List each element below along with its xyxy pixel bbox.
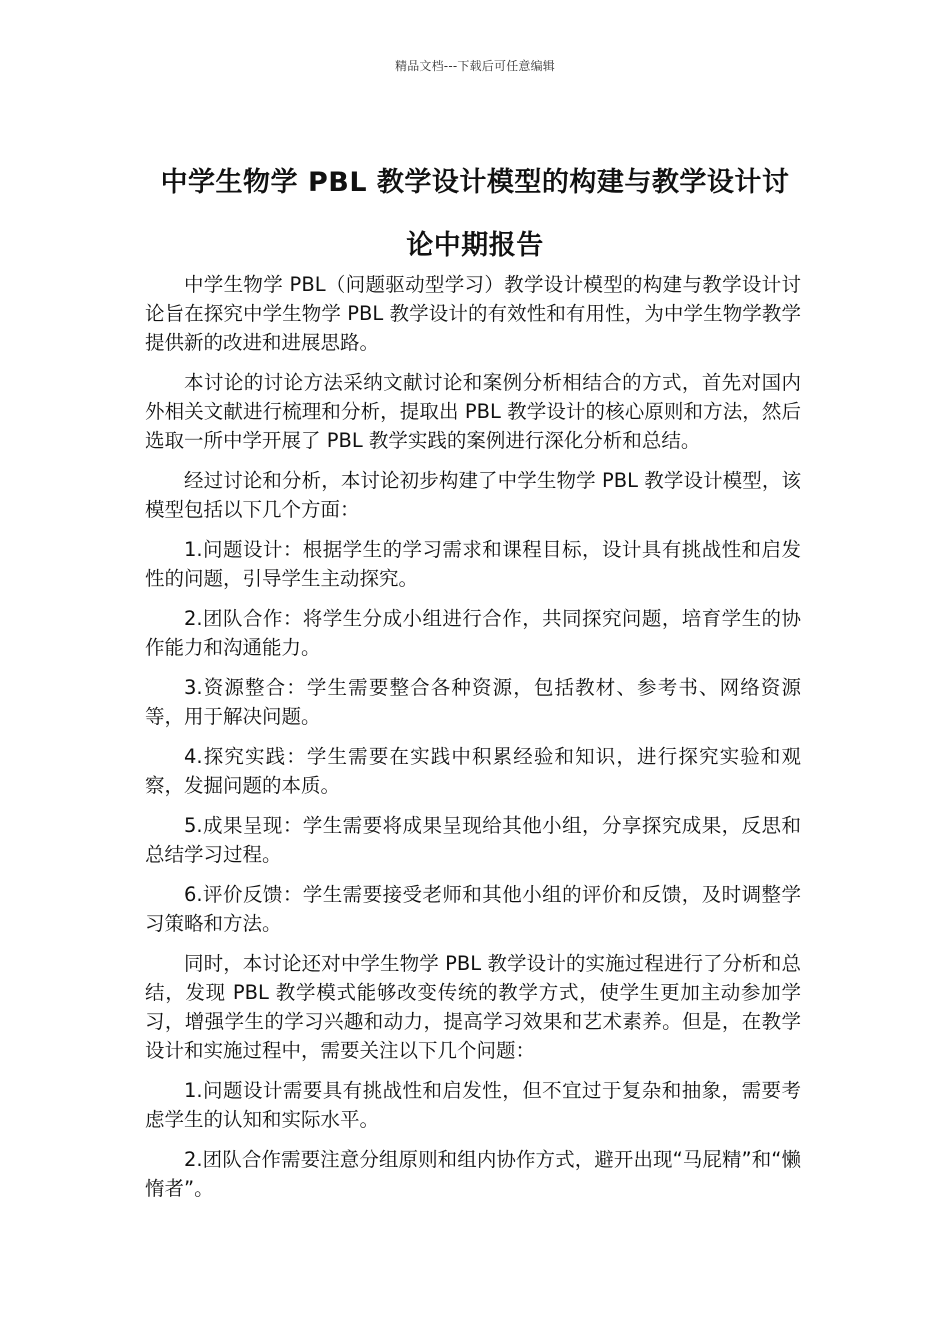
document-title <box>145 151 805 277</box>
paragraph-method: 本讨论的讨论方法采纳文献讨论和案例分析相结合的方式，首先对国内外相关文献进行梳理和分析，提取出 PBL 教学设计的核心原则和方法，然后选取一所中学开展了 PBL 教学实践的案例进行深化分析和总结。 <box>145 371 801 452</box>
list-item-inquiry-practice: 4.探究实践：学生需要在实践中积累经验和知识，进行探究实验和观察，发掘问题的本质。 <box>145 745 801 797</box>
issue-item-team-cooperation: 2.团队合作需要注意分组原则和组内协作方式，避开出现“马屁精”和“懒惰者”。 <box>145 1148 801 1200</box>
list-item-evaluation-feedback: 6.评价反馈：学生需要接受老师和其他小组的评价和反馈，及时调整学习策略和方法。 <box>145 883 801 935</box>
title-line-1: 中学生物学 PBL 教学设计模型的构建与教学设计讨 <box>160 167 790 199</box>
list-item-resource-integration: 3.资源整合：学生需要整合各种资源，包括教材、参考书、网络资源等，用于解决问题。 <box>145 676 801 728</box>
list-item-result-presentation: 5.成果呈现：学生需要将成果呈现给其他小组，分享探究成果，反思和总结学习过程。 <box>145 814 801 866</box>
list-item-problem-design: 1.问题设计：根据学生的学习需求和课程目标，设计具有挑战性和启发性的问题，引导学生主动探究。 <box>145 538 801 590</box>
paragraph-implementation: 同时，本讨论还对中学生物学 PBL 教学设计的实施过程进行了分析和总结，发现 PBL 教学模式能够改变传统的教学方式，使学生更加主动参加学习，增强学生的学习兴趣和动力，提高学习效果和艺术素养。但是，在教学设计和实施过程中，需要关注以下几个问题： <box>145 952 801 1062</box>
list-item-team-cooperation: 2.团队合作：将学生分成小组进行合作，共同探究问题，培育学生的协作能力和沟通能力。 <box>145 607 801 659</box>
title-line-2: 论中期报告 <box>406 230 544 262</box>
document-body <box>145 270 801 1214</box>
paragraph-intro: 中学生物学 PBL（问题驱动型学习）教学设计模型的构建与教学设计讨论旨在探究中学生物学 PBL 教学设计的有效性和有用性，为中学生物学教学提供新的改进和进展思路。 <box>145 273 801 354</box>
issue-item-problem-design: 1.问题设计需要具有挑战性和启发性，但不宜过于复杂和抽象，需要考虑学生的认知和实际水平。 <box>145 1079 801 1131</box>
paragraph-model-intro: 经过讨论和分析，本讨论初步构建了中学生物学 PBL 教学设计模型，该模型包括以下几个方面： <box>145 469 801 521</box>
page-header: 精品文档---下载后可任意编辑 <box>395 59 555 73</box>
